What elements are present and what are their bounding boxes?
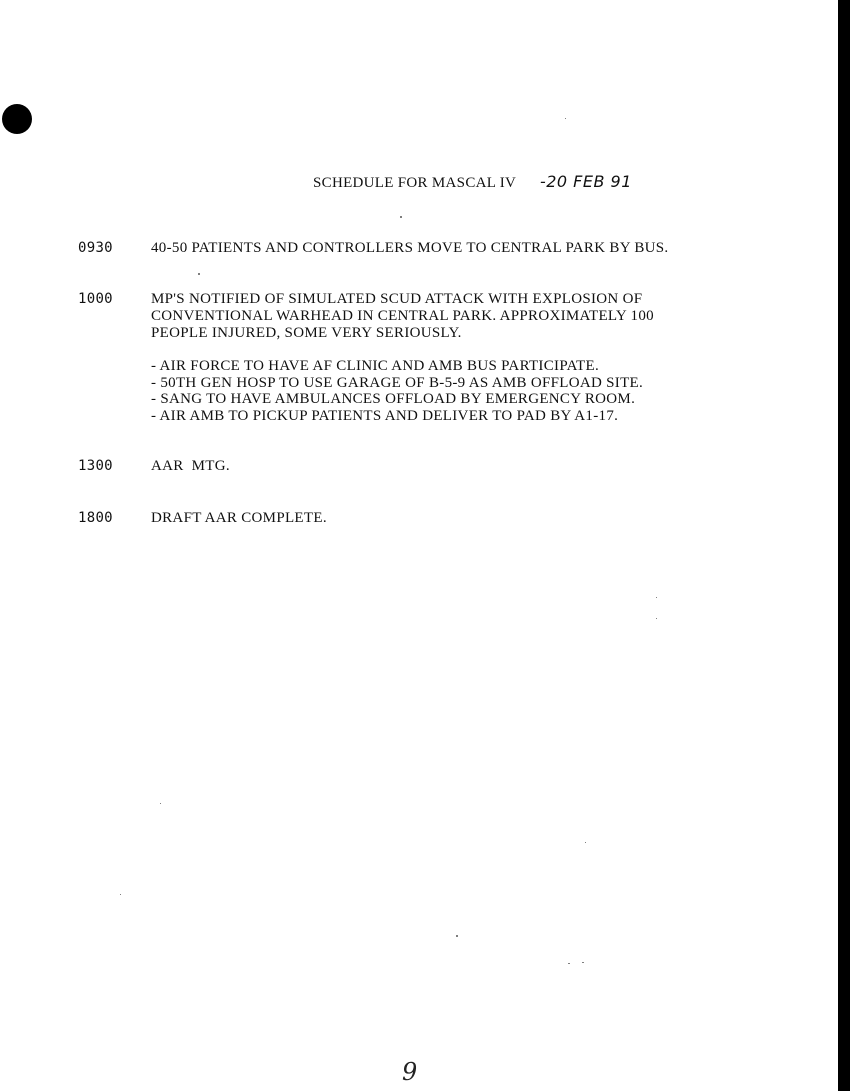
entry-line: DRAFT AAR COMPLETE.: [151, 510, 327, 526]
bullet-item: - AIR FORCE TO HAVE AF CLINIC AND AMB BUS PARTICIPATE.: [151, 358, 600, 374]
entry-line: PEOPLE INJURED, SOME VERY SERIOUSLY.: [151, 325, 462, 341]
entry-line: AAR MTG.: [151, 458, 230, 474]
title-row: [313, 172, 632, 192]
entry-time: 1800: [78, 510, 113, 526]
scan-speck: [582, 962, 584, 963]
entry-time: 0930: [78, 240, 113, 256]
punch-hole: [2, 104, 32, 134]
entry-time: 1300: [78, 458, 113, 474]
entry-description: [151, 510, 327, 527]
scan-speck: [456, 935, 458, 937]
entry-bullet-list: [151, 358, 643, 424]
entry-line: MP'S NOTIFIED OF SIMULATED SCUD ATTACK WITH EXPLOSION OF: [151, 291, 643, 307]
entry-description: [151, 291, 654, 342]
scan-speck: [565, 118, 566, 119]
page-number: 9: [402, 1058, 418, 1086]
entry-description: [151, 458, 230, 475]
document-title: SCHEDULE FOR MASCAL IV: [313, 175, 516, 191]
entry-line: CONVENTIONAL WARHEAD IN CENTRAL PARK. APPROXIMATELY 100: [151, 308, 654, 324]
scan-speck: [400, 216, 402, 218]
scan-speck: [160, 803, 161, 804]
handwritten-date: -20 FEB 91: [539, 172, 632, 191]
bullet-item: - 50TH GEN HOSP TO USE GARAGE OF B-5-9 AS AMB OFFLOAD SITE.: [151, 374, 644, 391]
scan-speck: [585, 842, 586, 843]
scan-speck: [120, 894, 121, 895]
scan-speck: [568, 963, 570, 964]
entry-line: 40-50 PATIENTS AND CONTROLLERS MOVE TO CENTRAL PARK BY BUS.: [151, 240, 669, 256]
scan-speck: [656, 618, 657, 619]
scan-speck: [656, 597, 657, 598]
bullet-item: - SANG TO HAVE AMBULANCES OFFLOAD BY EMERGENCY ROOM.: [151, 391, 636, 407]
scan-speck: [198, 273, 200, 275]
bullet-item: - AIR AMB TO PICKUP PATIENTS AND DELIVER TO PAD BY A1-17.: [151, 407, 619, 424]
entry-description: [151, 240, 668, 257]
scan-edge-border: [838, 0, 850, 1091]
entry-time: 1000: [78, 291, 113, 307]
